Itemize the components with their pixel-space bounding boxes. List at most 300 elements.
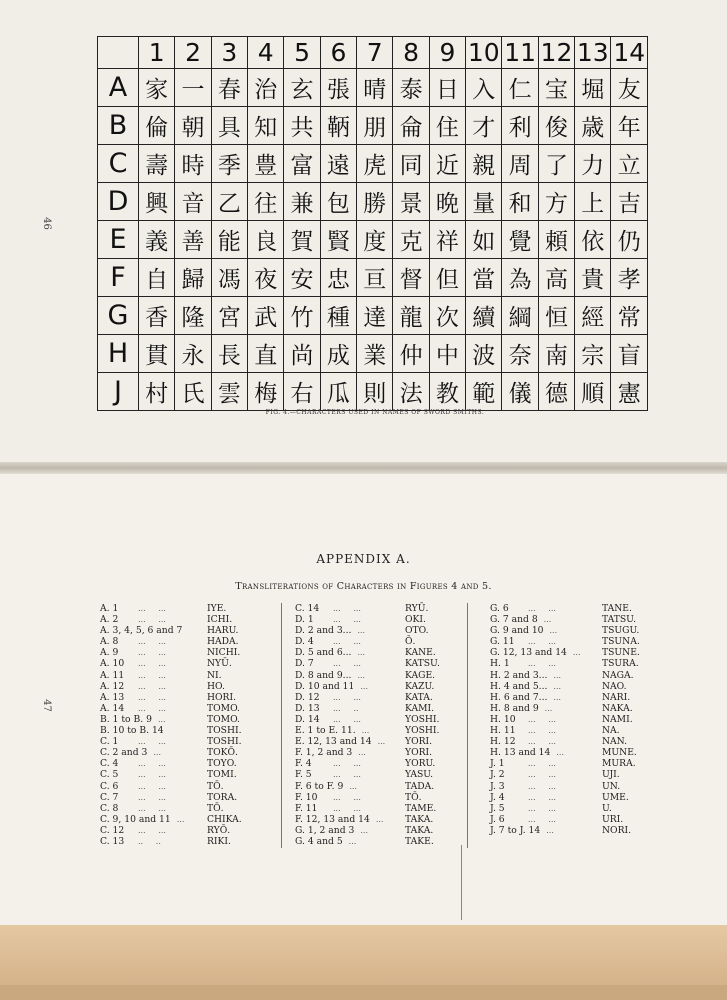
character-grid <box>97 36 648 411</box>
entry-leader-dots: ... ... <box>138 659 166 669</box>
entry-leader-dots: ... <box>349 781 357 791</box>
folio-lower: 47 <box>40 699 52 712</box>
entry-reference: C. 13 <box>100 835 125 847</box>
entry-reference: B. 1 to B. 9 <box>100 713 152 725</box>
character-cell: 賀 <box>284 221 320 259</box>
row-label: G <box>98 297 139 335</box>
row-label: B <box>98 107 139 145</box>
column-header: 4 <box>248 37 284 69</box>
transliteration-entry <box>490 625 650 636</box>
entry-transliteration: NAN. <box>602 736 628 748</box>
transliteration-entry <box>295 658 460 669</box>
transliteration-entry <box>100 670 260 681</box>
character-cell: 瓜 <box>320 373 356 411</box>
transliteration-entry <box>100 792 260 803</box>
entry-reference: J. 7 to J. 14 <box>490 824 541 836</box>
character-cell: 賢 <box>320 221 356 259</box>
entry-transliteration: NYŪ. <box>207 658 232 670</box>
transliteration-entry <box>100 614 260 625</box>
character-cell: 經 <box>575 297 611 335</box>
entry-transliteration: TOYO. <box>207 758 237 770</box>
entry-leader-dots: ... .. <box>333 703 359 713</box>
entry-transliteration: YASU. <box>405 769 434 781</box>
entry-reference: D. 8 and 9... <box>295 669 352 681</box>
character-cell: 春 <box>211 69 247 107</box>
character-cell: 具 <box>211 107 247 145</box>
transliteration-entry <box>490 614 650 625</box>
character-cell: 氏 <box>175 373 211 411</box>
entry-transliteration: MURA. <box>602 758 636 770</box>
entry-reference: H. 11 <box>490 725 516 737</box>
character-cell: 續 <box>466 297 502 335</box>
entry-leader-dots: ... ... <box>528 792 556 802</box>
entry-transliteration: NICHI. <box>207 647 241 659</box>
character-cell: 種 <box>320 297 356 335</box>
character-cell: 親 <box>466 145 502 183</box>
entry-leader-dots: ... <box>176 814 185 824</box>
character-cell: 興 <box>139 183 175 221</box>
entry-reference: D. 1 <box>295 614 314 626</box>
entry-transliteration: TANE. <box>602 603 632 614</box>
entry-leader-dots: ... ... <box>138 825 166 835</box>
entry-transliteration: KATA. <box>405 691 433 703</box>
entry-leader-dots: ... ... <box>138 670 166 680</box>
entry-reference: G. 4 and 5 <box>295 835 343 847</box>
character-cell: 如 <box>466 221 502 259</box>
character-cell: 直 <box>248 335 284 373</box>
entry-leader-dots: ... ... <box>333 714 361 724</box>
character-cell: 晴 <box>357 69 393 107</box>
entry-reference: D. 12 <box>295 691 320 703</box>
entry-leader-dots: ... ... <box>333 792 361 802</box>
transliteration-entry <box>100 603 260 614</box>
character-cell: 包 <box>320 183 356 221</box>
character-cell: 富 <box>284 145 320 183</box>
entry-leader-dots: ... <box>553 692 562 702</box>
transliteration-column-3 <box>490 603 650 836</box>
column-rule-2 <box>467 603 468 848</box>
entry-leader-dots: .. .. <box>138 836 161 846</box>
entry-leader-dots: ... ... <box>528 726 556 736</box>
character-cell: 頼 <box>538 221 574 259</box>
character-cell: 亘 <box>357 259 393 297</box>
character-cell: 和 <box>502 183 538 221</box>
entry-leader-dots: ... ... <box>528 714 556 724</box>
transliteration-entry <box>295 747 460 758</box>
entry-transliteration: UJI. <box>602 769 620 781</box>
entry-leader-dots: ... ... <box>333 692 361 702</box>
transliteration-entry <box>490 681 650 692</box>
entry-transliteration: TATSU. <box>602 614 636 626</box>
character-cell: 力 <box>575 145 611 183</box>
entry-leader-dots: ... <box>357 626 366 636</box>
character-cell: 忠 <box>320 259 356 297</box>
entry-transliteration: TSUGU. <box>602 625 640 637</box>
entry-transliteration: NARI. <box>602 691 631 703</box>
row-label: H <box>98 335 139 373</box>
entry-transliteration: TOMI. <box>207 769 237 781</box>
entry-leader-dots: ... ... <box>138 604 166 613</box>
character-cell: 遠 <box>320 145 356 183</box>
entry-leader-dots: ... ... <box>528 737 556 747</box>
entry-reference: D. 2 and 3... <box>295 625 352 637</box>
entry-transliteration: NAMI. <box>602 713 633 725</box>
transliteration-entry <box>100 703 260 714</box>
appendix-title: APPENDIX A. <box>316 552 411 566</box>
character-cell: 義 <box>139 221 175 259</box>
entry-reference: C. 7 <box>100 791 119 803</box>
character-cell: 督 <box>393 259 429 297</box>
entry-reference: A. 13 <box>100 691 125 703</box>
entry-reference: C. 1 <box>100 736 119 748</box>
character-cell: 住 <box>429 107 465 145</box>
entry-transliteration: NAGA. <box>602 669 634 681</box>
entry-leader-dots: ... ... <box>528 814 556 824</box>
entry-leader-dots: ... <box>546 825 554 835</box>
character-cell: 能 <box>211 221 247 259</box>
entry-transliteration: TOSHI. <box>207 725 242 737</box>
character-cell: 俊 <box>538 107 574 145</box>
entry-leader-dots: ... <box>375 814 384 824</box>
entry-reference: A. 3, 4, 5, 6 and 7 <box>100 625 183 637</box>
entry-leader-dots: ... ... <box>333 615 361 625</box>
transliteration-entry <box>490 803 650 814</box>
character-cell: 南 <box>538 335 574 373</box>
entry-transliteration: RYŪ. <box>405 603 429 614</box>
entry-leader-dots: ... ... <box>138 803 166 813</box>
entry-transliteration: NA. <box>602 725 620 737</box>
column-header: 9 <box>429 37 465 69</box>
character-cell: 儀 <box>502 373 538 411</box>
transliteration-entry <box>295 670 460 681</box>
row-label: J <box>98 373 139 411</box>
entry-transliteration: ICHI. <box>207 614 233 626</box>
entry-transliteration: UN. <box>602 780 621 792</box>
transliteration-entry <box>100 825 260 836</box>
entry-leader-dots: ... ... <box>138 692 166 702</box>
character-cell: 侖 <box>393 107 429 145</box>
row-label: D <box>98 183 139 221</box>
character-cell: 永 <box>175 335 211 373</box>
entry-reference: J. 1 <box>490 758 505 770</box>
character-cell: 晩 <box>429 183 465 221</box>
character-cell: 歳 <box>575 107 611 145</box>
character-cell: 才 <box>466 107 502 145</box>
character-cell: 夜 <box>248 259 284 297</box>
character-cell: 兼 <box>284 183 320 221</box>
entry-transliteration: TAKA. <box>405 813 434 825</box>
column-header: 3 <box>211 37 247 69</box>
entry-leader-dots: ... <box>553 681 562 691</box>
transliteration-entry <box>295 725 460 736</box>
entry-leader-dots: ... ... <box>138 759 166 769</box>
entry-transliteration: YORI. <box>405 736 433 748</box>
character-cell: 成 <box>320 335 356 373</box>
character-cell: 仍 <box>611 221 648 259</box>
transliteration-entry <box>490 725 650 736</box>
entry-transliteration: TAME. <box>405 802 437 814</box>
entry-leader-dots: ... ... <box>138 681 166 691</box>
appendix-subtitle: Transliterations of Characters in Figures 4 and 5. <box>235 581 492 592</box>
entry-reference: G. 6 <box>490 603 509 614</box>
character-cell: 竹 <box>284 297 320 335</box>
transliteration-entry <box>295 681 460 692</box>
entry-reference: C. 8 <box>100 802 119 814</box>
entry-leader-dots: ... ... <box>333 803 361 813</box>
entry-reference: A. 10 <box>100 658 125 670</box>
character-cell: 泰 <box>393 69 429 107</box>
column-header: 8 <box>393 37 429 69</box>
entry-reference: D. 4 <box>295 636 314 648</box>
entry-leader-dots: ... ... <box>333 759 361 769</box>
entry-transliteration: KANE. <box>405 647 436 659</box>
character-cell: 入 <box>466 69 502 107</box>
character-cell: 吉 <box>611 183 648 221</box>
transliteration-entry <box>295 703 460 714</box>
entry-reference: D. 5 and 6... <box>295 647 352 659</box>
transliteration-entry <box>100 636 260 647</box>
entry-leader-dots: ... ... <box>138 648 166 658</box>
entry-transliteration: TORA. <box>207 791 238 803</box>
entry-reference: F. 6 to F. 9 <box>295 780 344 792</box>
grid-row <box>98 107 648 145</box>
character-cell: 但 <box>429 259 465 297</box>
entry-transliteration: CHIKA. <box>207 813 242 825</box>
character-cell: 村 <box>139 373 175 411</box>
entry-leader-dots: ... ... <box>333 770 361 780</box>
entry-reference: C. 4 <box>100 758 119 770</box>
column-header: 7 <box>357 37 393 69</box>
transliteration-entry <box>100 692 260 703</box>
character-cell: 同 <box>393 145 429 183</box>
character-cell: 龍 <box>393 297 429 335</box>
entry-transliteration: TAKE. <box>405 835 434 847</box>
character-cell: 克 <box>393 221 429 259</box>
entry-reference: C. 2 and 3 <box>100 747 148 759</box>
row-label: F <box>98 259 139 297</box>
entry-leader-dots: ... <box>157 714 166 724</box>
entry-transliteration: NI. <box>207 669 222 681</box>
entry-leader-dots: ... <box>348 836 357 846</box>
entry-reference: D. 7 <box>295 658 314 670</box>
character-cell: 度 <box>357 221 393 259</box>
character-cell: 朋 <box>357 107 393 145</box>
entry-transliteration: YOSHI. <box>405 713 440 725</box>
entry-reference: C. 6 <box>100 780 119 792</box>
character-cell: 恒 <box>538 297 574 335</box>
entry-leader-dots: ... ... <box>528 604 556 613</box>
entry-leader-dots: ... <box>377 737 386 747</box>
transliteration-entry <box>295 814 460 825</box>
transliteration-entry <box>295 714 460 725</box>
entry-reference: A. 8 <box>100 636 119 648</box>
grid-row <box>98 373 648 411</box>
transliteration-entry <box>295 803 460 814</box>
character-cell: 德 <box>538 373 574 411</box>
column-rule-1 <box>281 603 282 848</box>
entry-reference: A. 2 <box>100 614 119 626</box>
entry-leader-dots: ... <box>572 648 581 658</box>
entry-leader-dots: ... <box>544 703 553 713</box>
entry-reference: H. 6 and 7... <box>490 691 548 703</box>
transliteration-entry <box>295 758 460 769</box>
transliteration-entry <box>295 836 460 847</box>
grid-row <box>98 335 648 373</box>
entry-transliteration: RIKI. <box>207 835 231 847</box>
entry-leader-dots: ... <box>153 748 161 758</box>
transliteration-entry <box>490 692 650 703</box>
entry-reference: C. 12 <box>100 824 125 836</box>
entry-reference: G. 7 and 8 <box>490 614 538 626</box>
entry-transliteration: NAKA. <box>602 702 633 714</box>
entry-transliteration: KAMI. <box>405 702 435 714</box>
character-cell: 達 <box>357 297 393 335</box>
character-cell: 量 <box>466 183 502 221</box>
character-cell: 常 <box>611 297 648 335</box>
character-cell: 仲 <box>393 335 429 373</box>
entry-leader-dots: ... <box>360 681 369 691</box>
character-cell: 朝 <box>175 107 211 145</box>
entry-reference: H. 4 and 5... <box>490 680 548 692</box>
character-cell: 了 <box>538 145 574 183</box>
character-cell: 時 <box>175 145 211 183</box>
entry-reference: E. 1 to E. 11. <box>295 725 356 737</box>
entry-reference: F. 4 <box>295 758 312 770</box>
entry-transliteration: U. <box>602 802 612 814</box>
entry-leader-dots: ... <box>553 670 562 680</box>
entry-transliteration: TSURA. <box>602 658 639 670</box>
binding-crease <box>461 845 462 920</box>
character-cell: 往 <box>248 183 284 221</box>
folio-upper: 46 <box>40 217 52 230</box>
character-cell: 馮 <box>211 259 247 297</box>
entry-reference: H. 2 and 3... <box>490 669 548 681</box>
entry-transliteration: TŌ. <box>405 791 422 803</box>
entry-transliteration: TSUNE. <box>602 647 640 659</box>
entry-reference: G. 12, 13 and 14 <box>490 647 567 659</box>
entry-leader-dots: ... ... <box>138 770 166 780</box>
entry-reference: A. 11 <box>100 669 125 681</box>
entry-reference: H. 10 <box>490 713 516 725</box>
character-cell: 覺 <box>502 221 538 259</box>
entry-reference: F. 1, 2 and 3 <box>295 747 353 759</box>
character-cell: 法 <box>393 373 429 411</box>
grid-row <box>98 183 648 221</box>
transliteration-entry <box>490 792 650 803</box>
entry-transliteration: KATSU. <box>405 658 440 670</box>
transliteration-entry <box>490 714 650 725</box>
entry-leader-dots: ... <box>556 748 564 758</box>
character-cell: 則 <box>357 373 393 411</box>
column-header: 14 <box>611 37 648 69</box>
character-cell: 家 <box>139 69 175 107</box>
entry-leader-dots: ... ... <box>528 659 556 669</box>
transliteration-entry <box>100 758 260 769</box>
transliteration-entry <box>490 658 650 669</box>
entry-leader-dots: ... ... <box>528 637 556 647</box>
entry-leader-dots: ... ... <box>138 737 166 747</box>
entry-leader-dots: ... ... <box>138 703 166 713</box>
character-cell: 自 <box>139 259 175 297</box>
entry-leader-dots: ... ... <box>528 770 556 780</box>
entry-transliteration: TADA. <box>405 780 435 792</box>
character-cell: 利 <box>502 107 538 145</box>
entry-transliteration: Ō. <box>405 636 416 648</box>
column-header: 5 <box>284 37 320 69</box>
character-cell: 高 <box>538 259 574 297</box>
entry-transliteration: KAZU. <box>405 680 435 692</box>
figure-caption: FIG. 4.—CHARACTERS USED IN NAMES OF SWORD SMITHS. <box>265 409 485 416</box>
character-cell: 堀 <box>575 69 611 107</box>
character-cell: 知 <box>248 107 284 145</box>
character-cell: 勝 <box>357 183 393 221</box>
entry-leader-dots: ... <box>360 825 368 835</box>
entry-reference: G. 9 and 10 <box>490 625 544 637</box>
character-cell: 次 <box>429 297 465 335</box>
entry-transliteration: TOSHI. <box>207 736 242 748</box>
entry-reference: F. 10 <box>295 791 318 803</box>
character-cell: 宗 <box>575 335 611 373</box>
transliteration-column-2 <box>295 603 460 847</box>
entry-transliteration: HARU. <box>207 625 239 637</box>
entry-reference: F. 11 <box>295 802 318 814</box>
entry-transliteration: MUNE. <box>602 747 637 759</box>
grid-row <box>98 69 648 107</box>
entry-reference: D. 10 and 11 <box>295 680 355 692</box>
character-cell: 中 <box>429 335 465 373</box>
character-cell: 祥 <box>429 221 465 259</box>
column-header: 12 <box>538 37 574 69</box>
transliteration-entry <box>100 681 260 692</box>
transliteration-entry <box>490 736 650 747</box>
character-cell: 音 <box>175 183 211 221</box>
character-cell: 壽 <box>139 145 175 183</box>
entry-reference: J. 4 <box>490 791 505 803</box>
entry-reference: J. 6 <box>490 813 505 825</box>
column-header: 13 <box>575 37 611 69</box>
entry-transliteration: YOSHI. <box>405 725 440 737</box>
entry-reference: H. 8 and 9 <box>490 702 539 714</box>
entry-leader-dots: ... <box>543 615 552 625</box>
transliteration-entry <box>295 625 460 636</box>
transliteration-entry <box>490 647 650 658</box>
character-cell: 依 <box>575 221 611 259</box>
transliteration-entry <box>100 781 260 792</box>
entry-leader-dots: ... <box>357 648 366 658</box>
entry-transliteration: TSUNA. <box>602 636 640 648</box>
character-cell: 為 <box>502 259 538 297</box>
book-gutter <box>0 462 727 474</box>
entry-reference: D. 14 <box>295 713 320 725</box>
entry-transliteration: IYE. <box>207 603 227 614</box>
character-cell: 隆 <box>175 297 211 335</box>
character-cell: 孝 <box>611 259 648 297</box>
transliteration-entry <box>490 603 650 614</box>
grid-corner <box>98 37 139 69</box>
entry-leader-dots: ... ... <box>333 637 361 647</box>
entry-reference: A. 12 <box>100 680 125 692</box>
character-cell: 鞆 <box>320 107 356 145</box>
character-cell: 順 <box>575 373 611 411</box>
character-cell: 方 <box>538 183 574 221</box>
entry-transliteration: OKI. <box>405 614 426 626</box>
column-header: 2 <box>175 37 211 69</box>
entry-reference: E. 12, 13 and 14 <box>295 736 372 748</box>
character-cell: 虎 <box>357 145 393 183</box>
entry-transliteration: TŌ. <box>207 780 224 792</box>
entry-transliteration: HADA. <box>207 636 239 648</box>
character-cell: 近 <box>429 145 465 183</box>
